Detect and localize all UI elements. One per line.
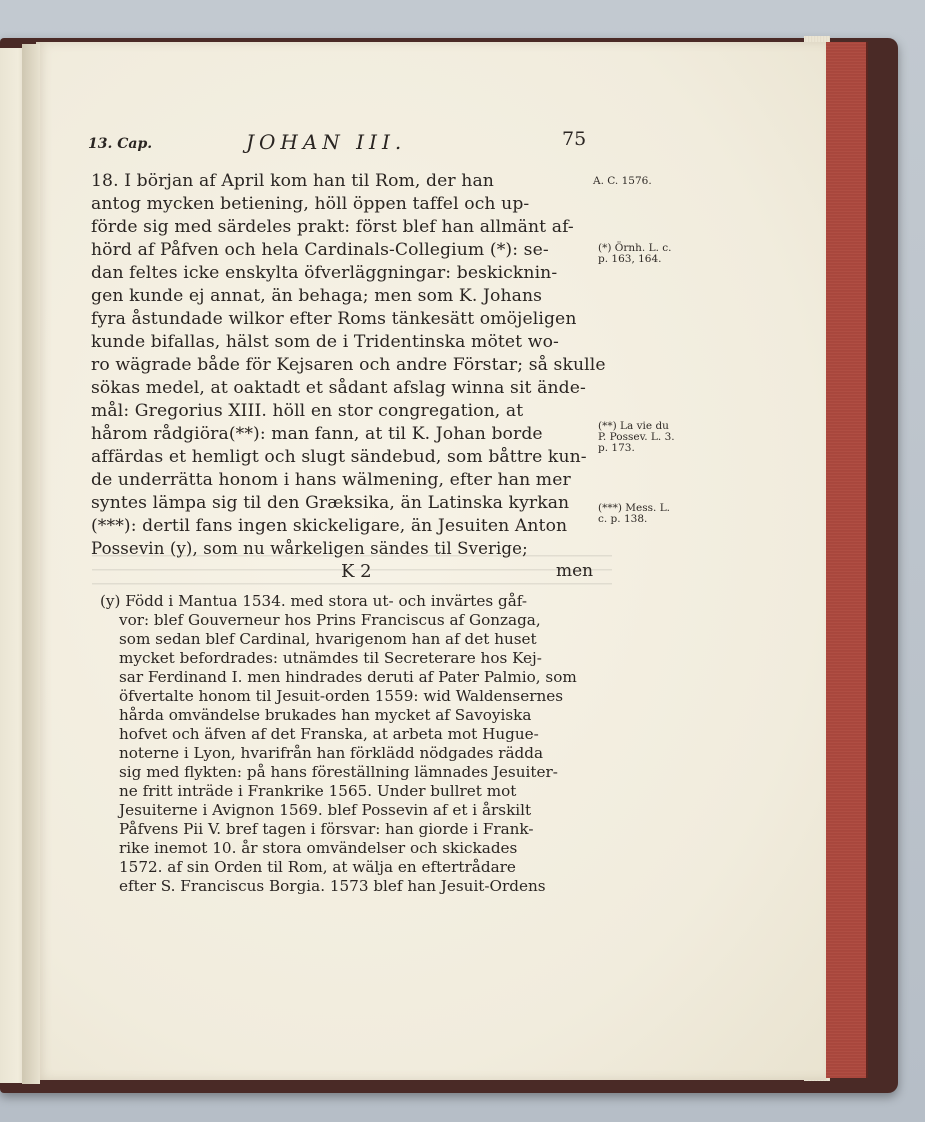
footnote-line: öfvertalte honom til Jesuit-orden 1559: wid Waldensernes: [119, 687, 564, 705]
body-line: Possevin (y), som nu wårkeligen sändes til Sverige;: [91, 539, 528, 558]
footnote-line: hårda omvändelse brukades han mycket af Savoyiska: [119, 706, 532, 724]
body-line: de underrätta honom i hans wälmening, efter han mer: [91, 470, 571, 490]
margin-note: (*) Örnh. L. c. p. 163, 164.: [598, 242, 672, 265]
show-through: [92, 555, 612, 595]
footnote-line: (y) Född i Mantua 1534. med stora ut- och invärtes gåf-: [100, 592, 527, 610]
body-line: sökas medel, at oaktadt et sådant afslag winna sit ände-: [91, 378, 586, 398]
footnote-line: efter S. Franciscus Borgia. 1573 blef han Jesuit-Ordens: [119, 877, 546, 895]
body-line: fyra åstundade wilkor efter Roms tänkesätt omöjeligen: [91, 309, 577, 329]
footnote-line: 1572. af sin Orden til Rom, at wälja en eftertrådare: [119, 858, 516, 876]
catchword: men: [556, 561, 594, 581]
footnote-line: som sedan blef Cardinal, hvarigenom han af det huset: [119, 630, 537, 648]
footnote-line: hofvet och äfven af det Franska, at arbeta mot Hugue-: [119, 725, 539, 743]
body-line: antog mycken betiening, höll öppen taffel och up-: [91, 194, 530, 214]
body-line: gen kunde ej annat, än behaga; men som K. Johans: [91, 286, 543, 306]
margin-note-year: A. C. 1576.: [593, 175, 652, 187]
body-line: affärdas et hemligt och slugt sändebud, som båttre kun-: [91, 447, 587, 467]
footnote-line: ne fritt inträde i Frankrike 1565. Under bullret mot: [119, 782, 517, 800]
chapter-label: 13. Cap.: [88, 136, 153, 152]
body-line: ro wägrade både för Kejsaren och andre Förstar; så skulle: [91, 355, 606, 375]
footnote-line: mycket befordrades: utnämdes til Secreterare hos Kej-: [119, 649, 542, 667]
gutter-shadow: [22, 44, 40, 1084]
running-title: JOHAN III.: [246, 130, 407, 154]
body-line: kunde bifallas, hälst som de i Tridentinska mötet wo-: [91, 332, 559, 352]
signature-mark: K 2: [341, 561, 372, 582]
footnote-line: vor: blef Gouverneur hos Prins Franciscus af Gonzaga,: [119, 611, 541, 629]
margin-note: (**) La vie du P. Possev. L. 3. p. 173.: [598, 420, 675, 454]
body-line: hårom rådgiöra(**): man fann, at til K. Johan borde: [91, 424, 543, 444]
body-line: syntes lämpa sig til den Græksika, än Latinska kyrkan: [91, 493, 570, 513]
margin-note: (***) Mess. L. c. p. 138.: [598, 502, 671, 525]
red-fore-edge: [826, 42, 868, 1078]
footnote-line: sar Ferdinand I. men hindrades deruti af Pater Palmio, som: [119, 668, 577, 686]
body-line: mål: Gregorius XIII. höll en stor congregation, at: [91, 401, 524, 421]
body-line: förde sig med särdeles prakt: först blef han allmänt af-: [91, 217, 574, 237]
body-line: 18. I början af April kom han til Rom, der han: [91, 171, 494, 191]
footnote-line: Påfvens Pii V. bref tagen i försvar: han giorde i Frank-: [119, 820, 534, 838]
page-number: 75: [562, 128, 587, 150]
footnote-line: Jesuiterne i Avignon 1569. blef Possevin af et i årskilt: [119, 801, 532, 819]
body-line: dan feltes icke enskylta öfverläggningar: beskicknin-: [91, 263, 558, 283]
footnote-line: noterne i Lyon, hvarifrån han förklädd nödgades rädda: [119, 744, 544, 762]
footnote-line: rike inemot 10. år stora omvändelser och skickades: [119, 839, 518, 857]
body-line: (***): dertil fans ingen skickeligare, än Jesuiten Anton: [91, 516, 568, 536]
body-line: hörd af Påfven och hela Cardinals-Collegium (*): se-: [91, 240, 549, 260]
footnote-line: sig med flykten: på hans föreställning lämnades Jesuiter-: [119, 763, 558, 781]
